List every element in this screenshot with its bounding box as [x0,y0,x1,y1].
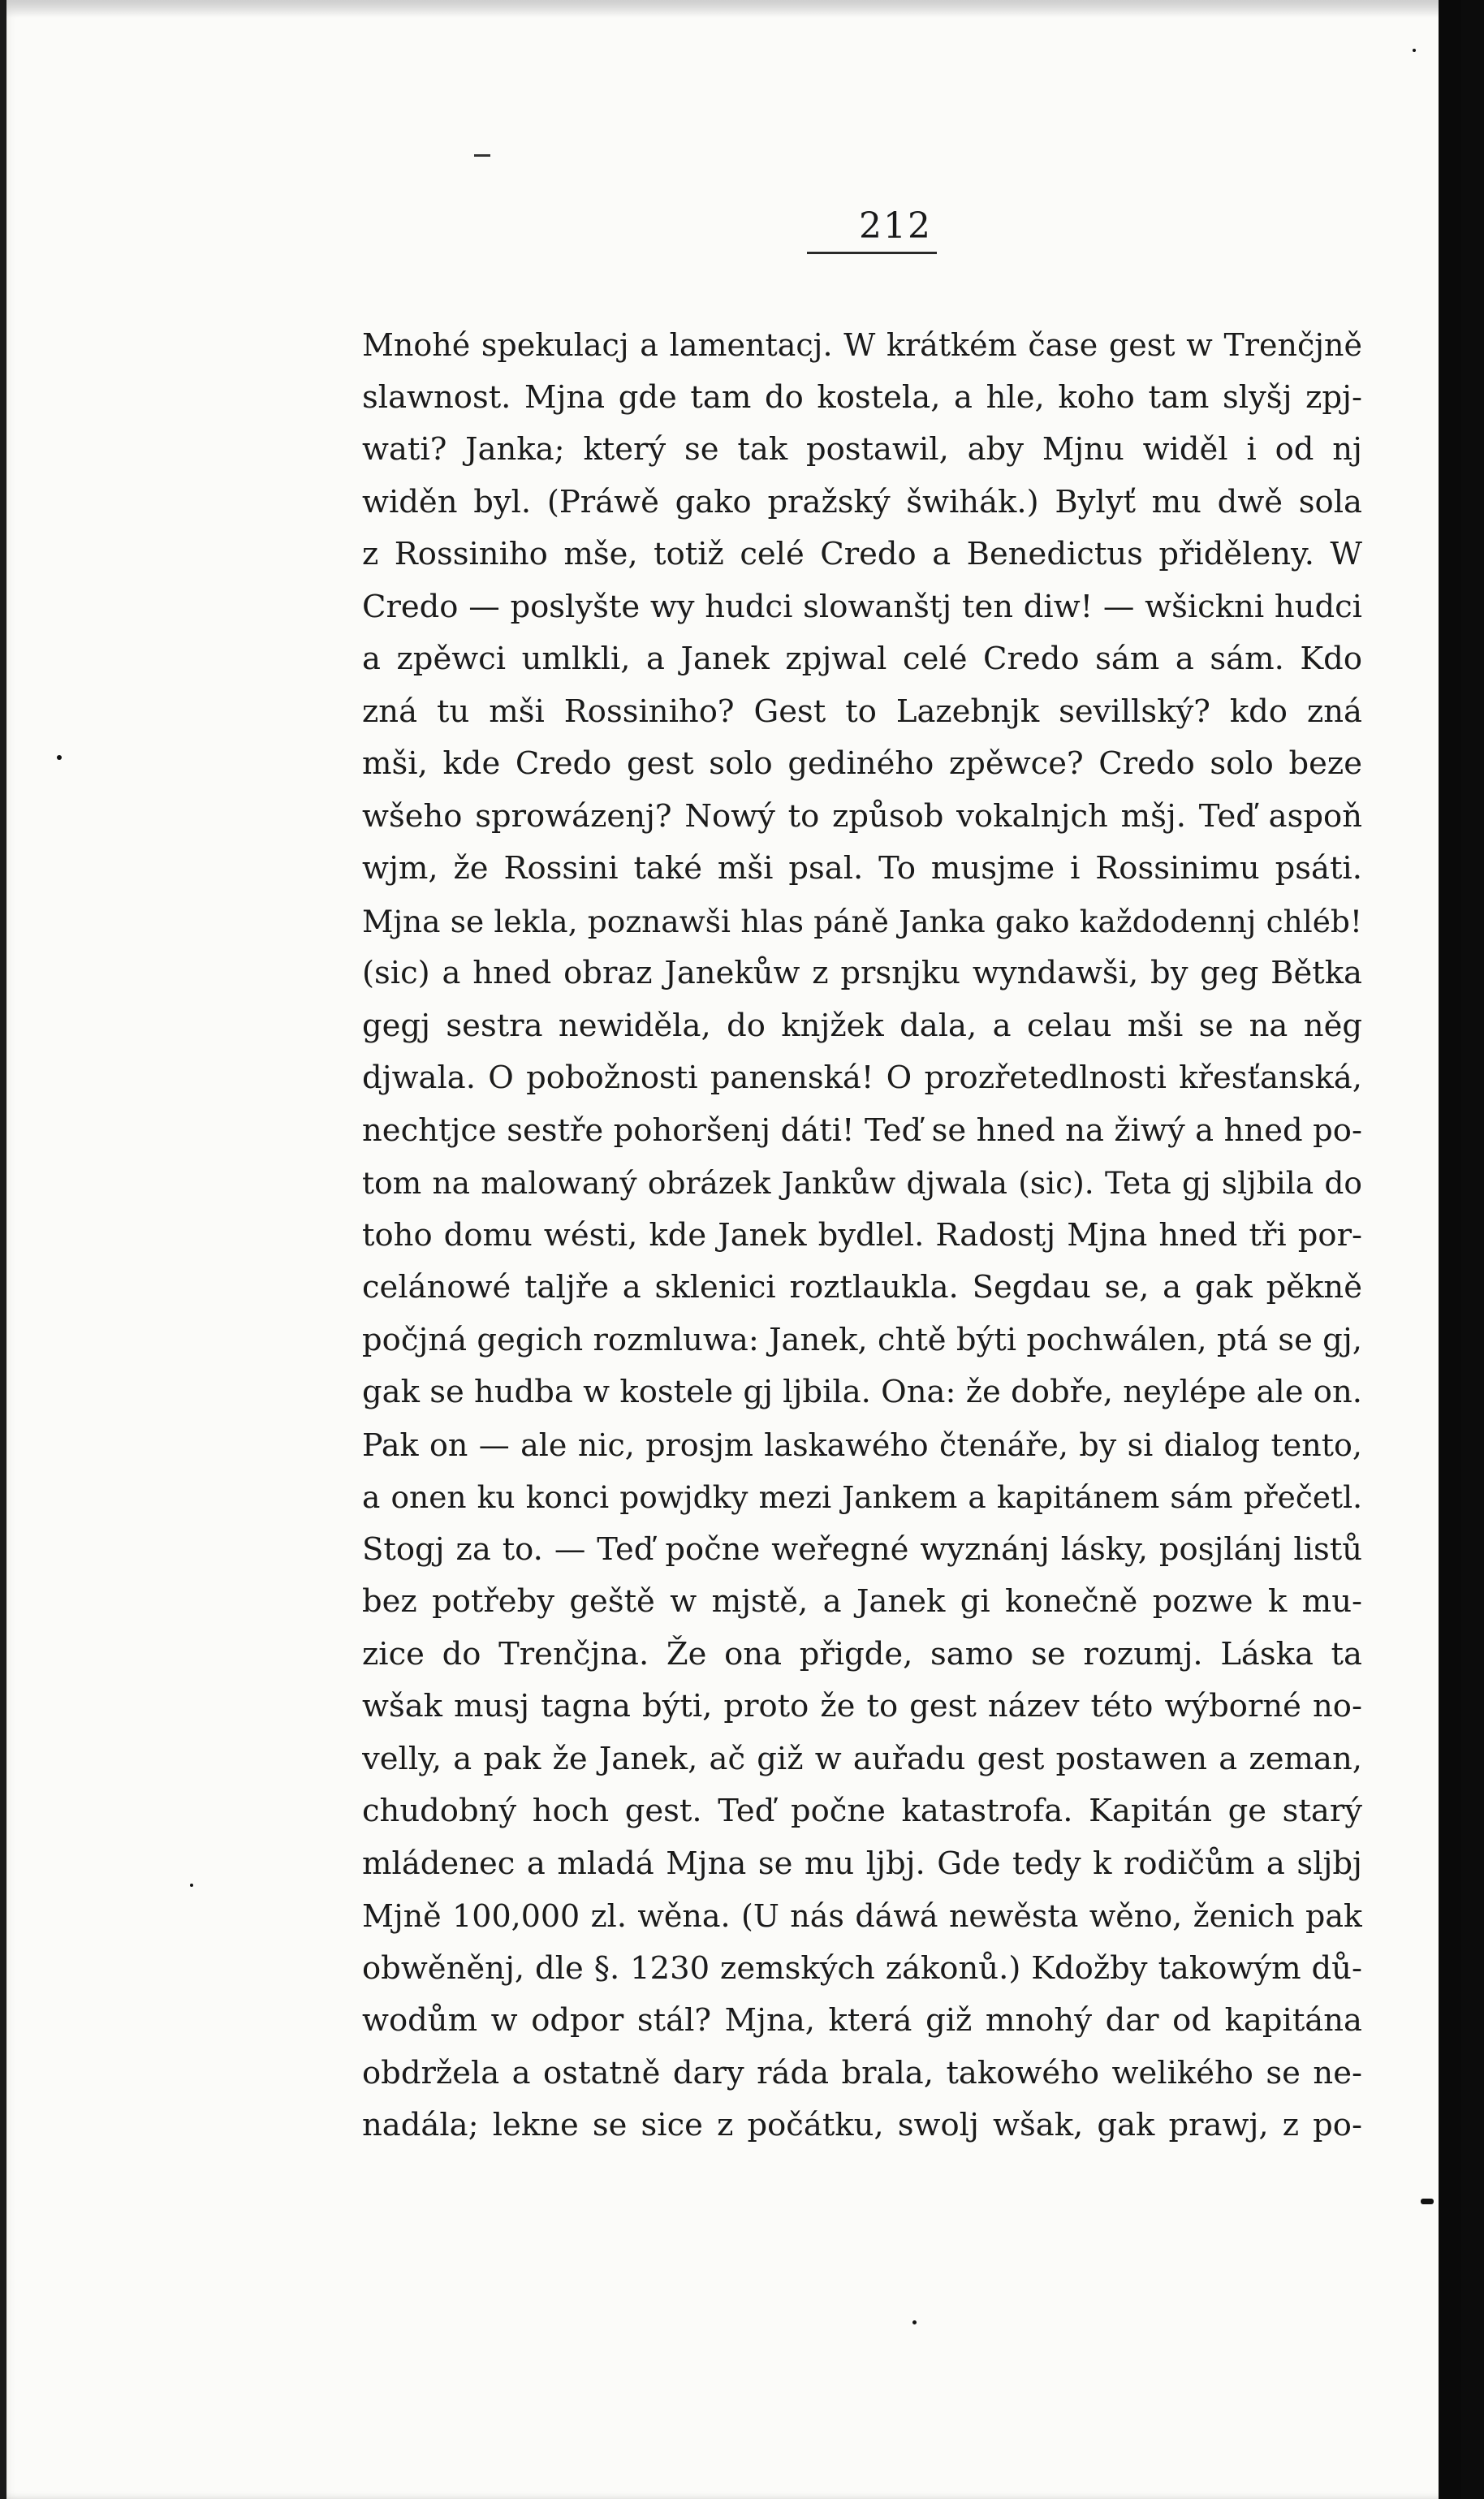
text-line: Credo — poslyšte wy hudci slowanštj ten diw! — wšickni hudci [362,588,1362,625]
text-line: gegj sestra newiděla, do knjžek dala, a celau mši se na něg [362,1007,1362,1044]
text-line: Mjna se lekla, poznawši hlas páně Janka gako každodennj chléb! [362,903,1362,939]
scan-speck [190,1884,193,1887]
scan-top-shadow [6,0,1461,18]
text-line: wšeho sprowázenj? Nowý to způsob vokalnjch mšj. Teď aspoň [362,797,1362,835]
page-number-rule [807,252,937,254]
scan-speck [57,755,62,760]
text-line: gak se hudba w kostele gj ljbila. Ona: že dobře, neylépe ale on. [362,1374,1362,1410]
text-line: a onen ku konci powjdky mezi Jankem a kapitánem sám přečetl. [362,1479,1362,1515]
text-line: obdržela a ostatně dary ráda brala, takowého welikého se ne- [362,2054,1362,2091]
text-line: bez potřeby geště w mjstě, a Janek gi konečně pozwe k mu- [362,1583,1362,1620]
text-line: wodům w odpor stál? Mjna, která giž mnohý dar od kapitána [362,2002,1362,2039]
scan-left-edge [0,0,6,2499]
text-line: wšak musj tagna býti, proto že to gest název této wýborné no- [362,1688,1362,1724]
text-line: zná tu mši Rossiniho? Gest to Lazebnjk sevillský? kdo zná [362,693,1362,730]
text-line: tom na malowaný obrázek Jankůw djwala (sic). Teta gj sljbila do [362,1165,1362,1201]
text-line: a zpěwci umlkli, a Janek zpjwal celé Credo sám a sám. Kdo [362,641,1362,677]
scan-speck [912,2320,917,2324]
page-number: 212 [859,205,932,247]
scan-speck [1413,49,1416,52]
text-line: nechtjce sestře pohoršenj dáti! Teď se hned na žiwý a hned po- [362,1111,1362,1149]
text-line: djwala. O pobožnosti panenská! O prozřetedlnosti křesťanská, [362,1060,1362,1096]
text-line: Pak on — ale nic, prosjm laskawého čtenáře, by si dialog tento, [362,1426,1362,1463]
body-text [362,319,1362,2152]
text-line: počjná gegich rozmluwa: Janek, chtě býti pochwálen, ptá se gj, [362,1321,1362,1358]
text-line: mládenec a mladá Mjna se mu ljbj. Gde tedy k rodičům a sljbj [362,1845,1362,1882]
text-line: wjm, že Rossini také mši psal. To musjme i Rossinimu psáti. [362,850,1362,887]
stray-mark [474,154,490,157]
text-line: (sic) a hned obraz Janekůw z prsnjku wyndawši, by geg Bětka [362,955,1362,991]
text-line: nadála; lekne se sice z počátku, swolj wšak, gak prawj, z po- [362,2107,1362,2143]
text-line: velly, a pak že Janek, ač giž w auřadu gest postawen a zeman, [362,1740,1362,1777]
text-line: toho domu wésti, kde Janek bydlel. Radostj Mjna hned tři por- [362,1216,1362,1254]
text-line: widěn byl. (Práwě gako pražský šwihák.) Bylyť mu dwě sola [362,483,1362,520]
scan-right-border [1439,0,1461,2499]
text-line: mši, kde Credo gest solo gediného zpěwce? Credo solo beze [362,745,1362,782]
scan-speck [1421,2199,1434,2204]
text-line: z Rossiniho mše, totiž celé Credo a Benedictus přiděleny. W [362,536,1362,572]
text-line: obwěněnj, dle §. 1230 zemských zákonů.) Kdožby takowým dů- [362,1949,1362,1987]
text-line: slawnost. Mjna gde tam do kostela, a hle, koho tam slyšj zpj- [362,378,1362,416]
text-line: Stogj za to. — Teď počne wеřegné wyznánj lásky, posjlánj listů [362,1530,1362,1568]
book-page [6,0,1461,2499]
text-line: chudobný hoch gest. Teď počne katastrofa. Kapitán ge starý [362,1793,1362,1829]
text-line: celánowé taljře a sklenici roztlaukla. Segdau se, a gak pěkně [362,1269,1362,1306]
text-line: zice do Trenčjna. Že ona přigde, samo se rozumj. Láska ta [362,1635,1362,1672]
text-line: Mnohé spekulacj a lamentacj. W krátkém čase gest w Trenčjně [362,327,1362,363]
text-line: Mjně 100,000 zl. wěna. (U nás dáwá newěsta wěno, ženich pak [362,1898,1362,1934]
text-line: wati? Janka; který se tak postawil, aby Mjnu widěl i od nj [362,431,1362,468]
